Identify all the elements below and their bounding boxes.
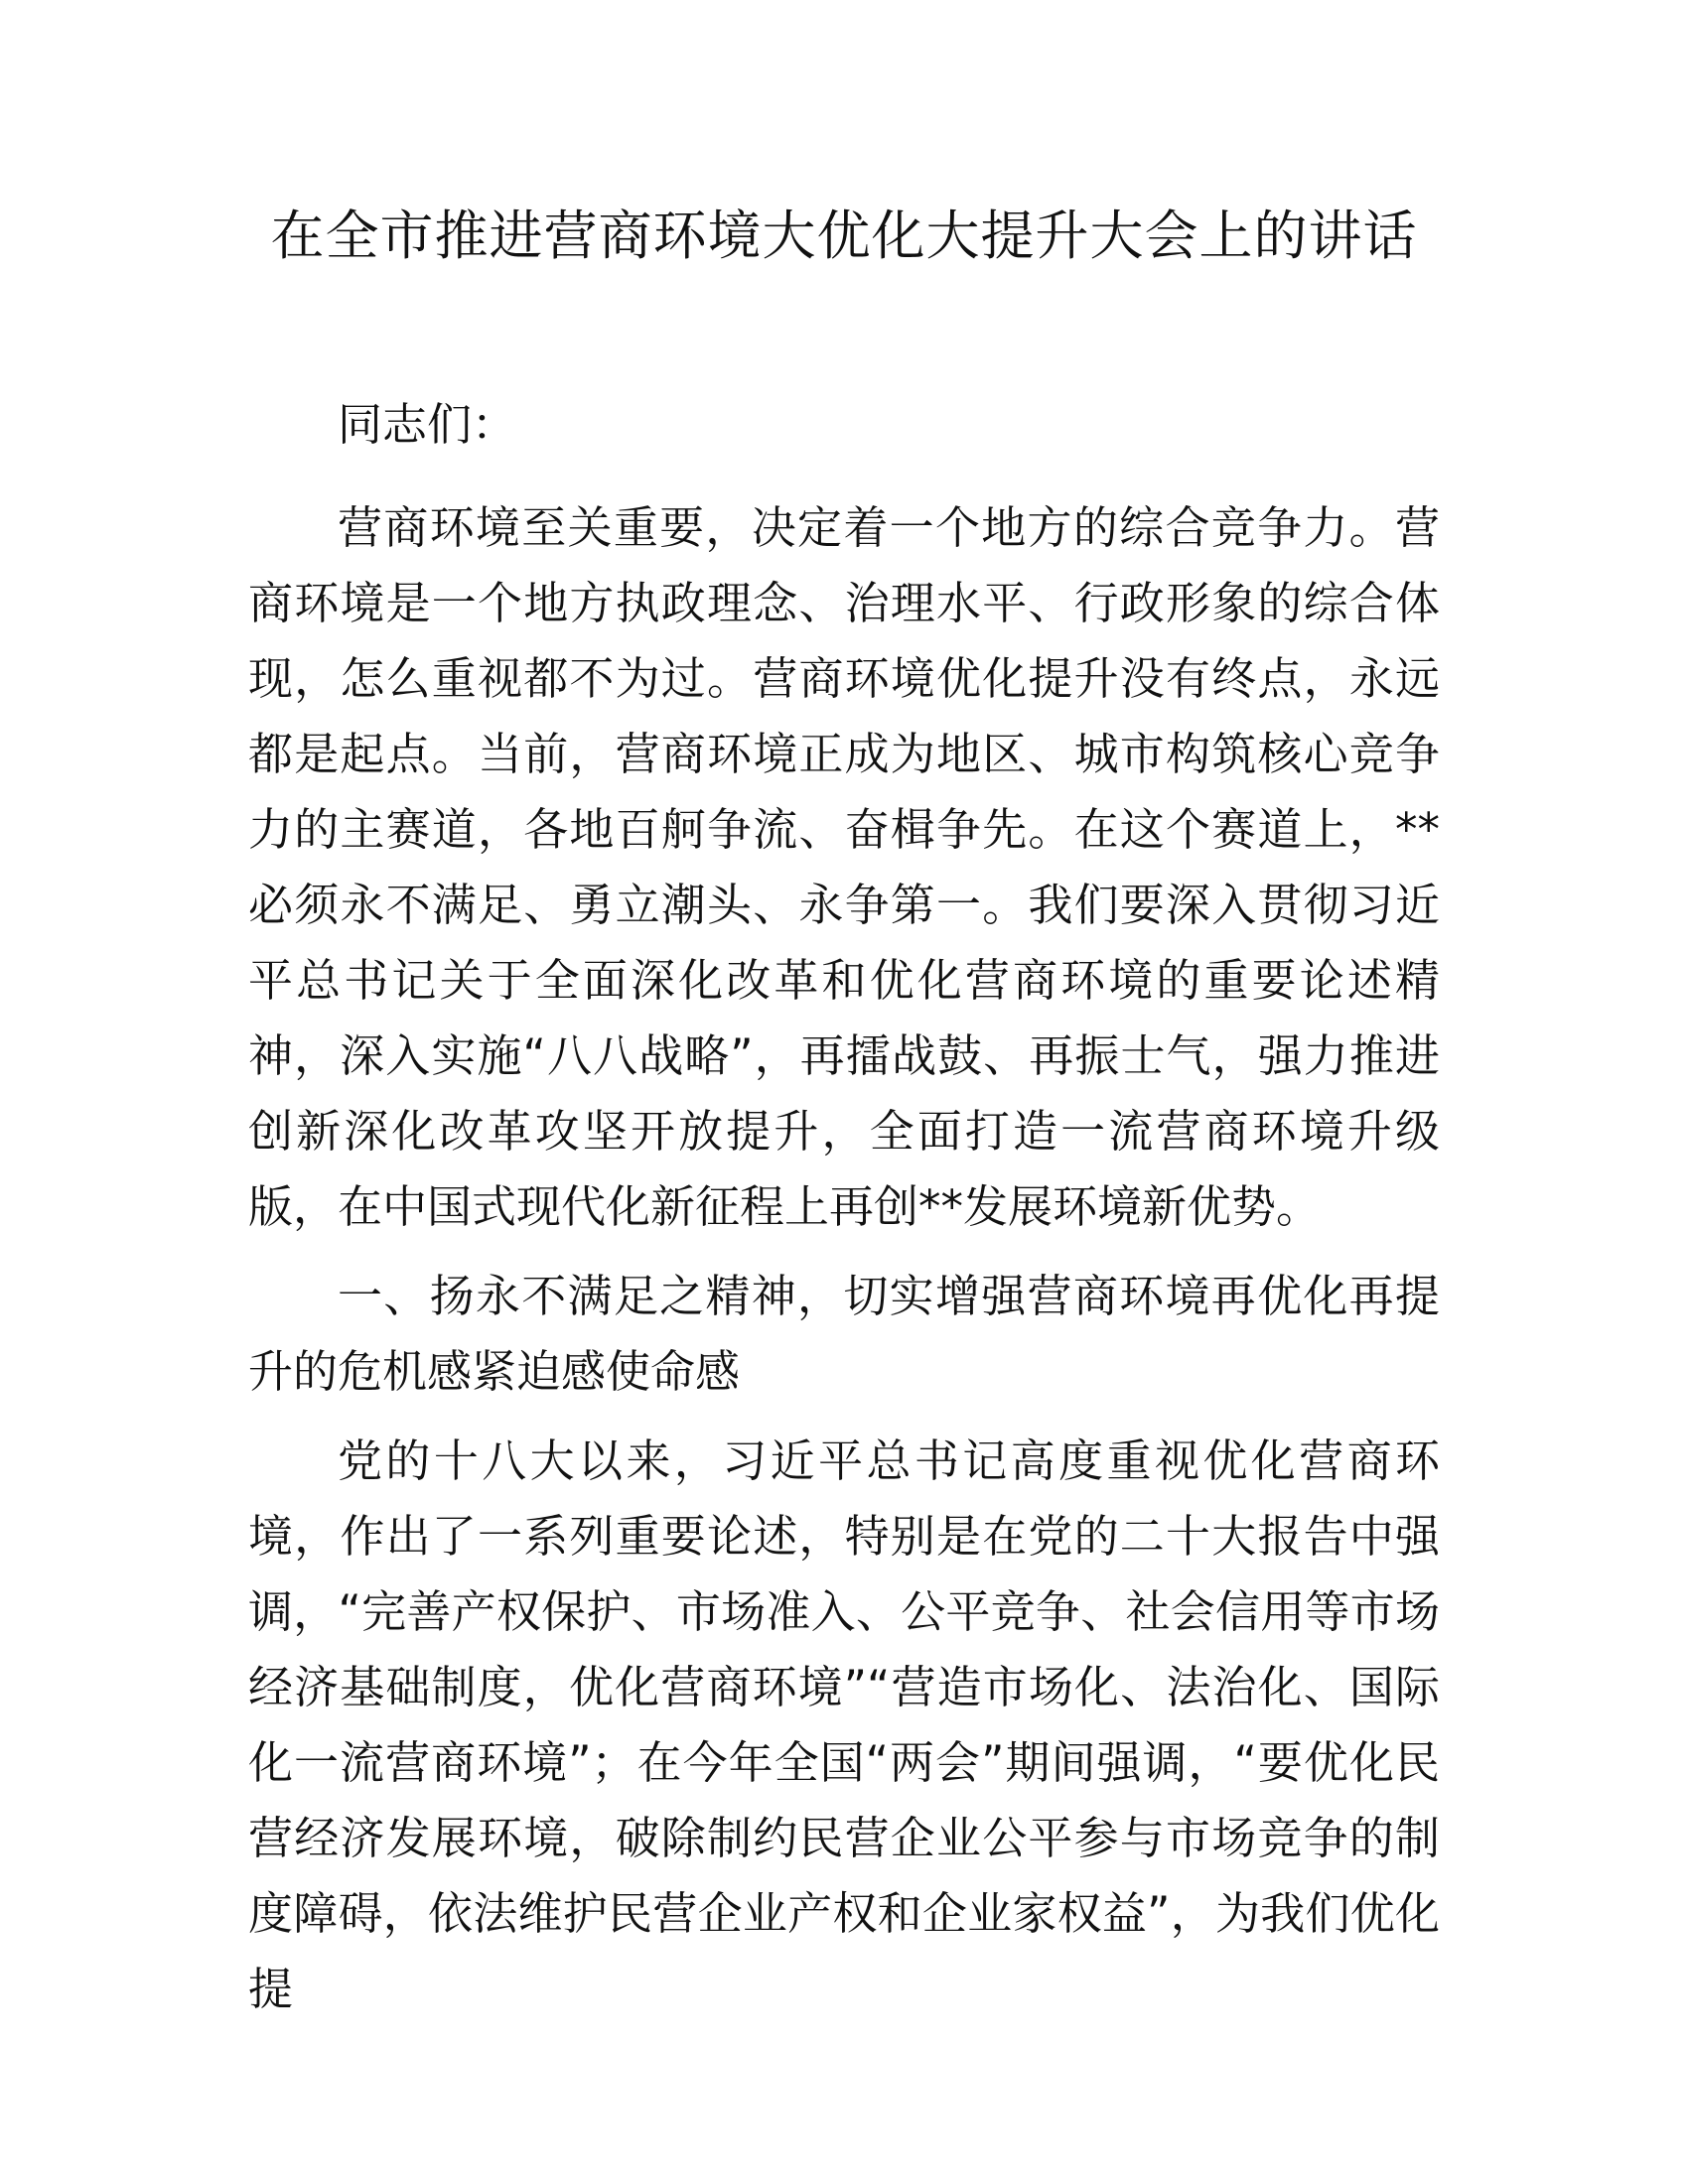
paragraph-section-1: 党的十八大以来，习近平总书记高度重视优化营商环境，作出了一系列重要论述，特别是在党的二十大报告中强调，“完善产权保护、市场准入、公平竞争、社会信用等市场经济基础制度，优化营商环境”“营造市场化、法治化、国际化一流营商环境”；在今年全国“两会”期间强调，“要优化民营经济发展环境，破除制约民营企业公平参与市场竞争的制度障碍，依法维护民营企业产权和企业家权益”，为我们优化提 <box>248 1434 1440 2015</box>
salutation: 同志们： <box>338 398 517 451</box>
section-heading-1: 一、扬永不满足之精神，切实增强营商环境再优化再提升的危机感紧迫感使命感 <box>248 1270 1440 1398</box>
document-title: 在全市推进营商环境大优化大提升大会上的讲话 <box>270 205 1418 267</box>
paragraph-intro: 营商环境至关重要，决定着一个地方的综合竞争力。营商环境是一个地方执政理念、治理水平、行政形象的综合体现，怎么重视都不为过。营商环境优化提升没有终点，永远都是起点。当前，营商环境正成为地区、城市构筑核心竞争力的主赛道，各地百舸争流、奋楫争先。在这个赛道上，**必须永不满足、勇立潮头、永争第一。我们要深入贯彻习近平总书记关于全面深化改革和优化营商环境的重要论述精神，深入实施“八八战略”，再擂战鼓、再振士气，强力推进创新深化改革攻坚开放提升，全面打造一流营商环境升级版，在中国式现代化新征程上再创**发展环境新优势。 <box>248 501 1440 1233</box>
document-body <box>248 387 1440 2041</box>
